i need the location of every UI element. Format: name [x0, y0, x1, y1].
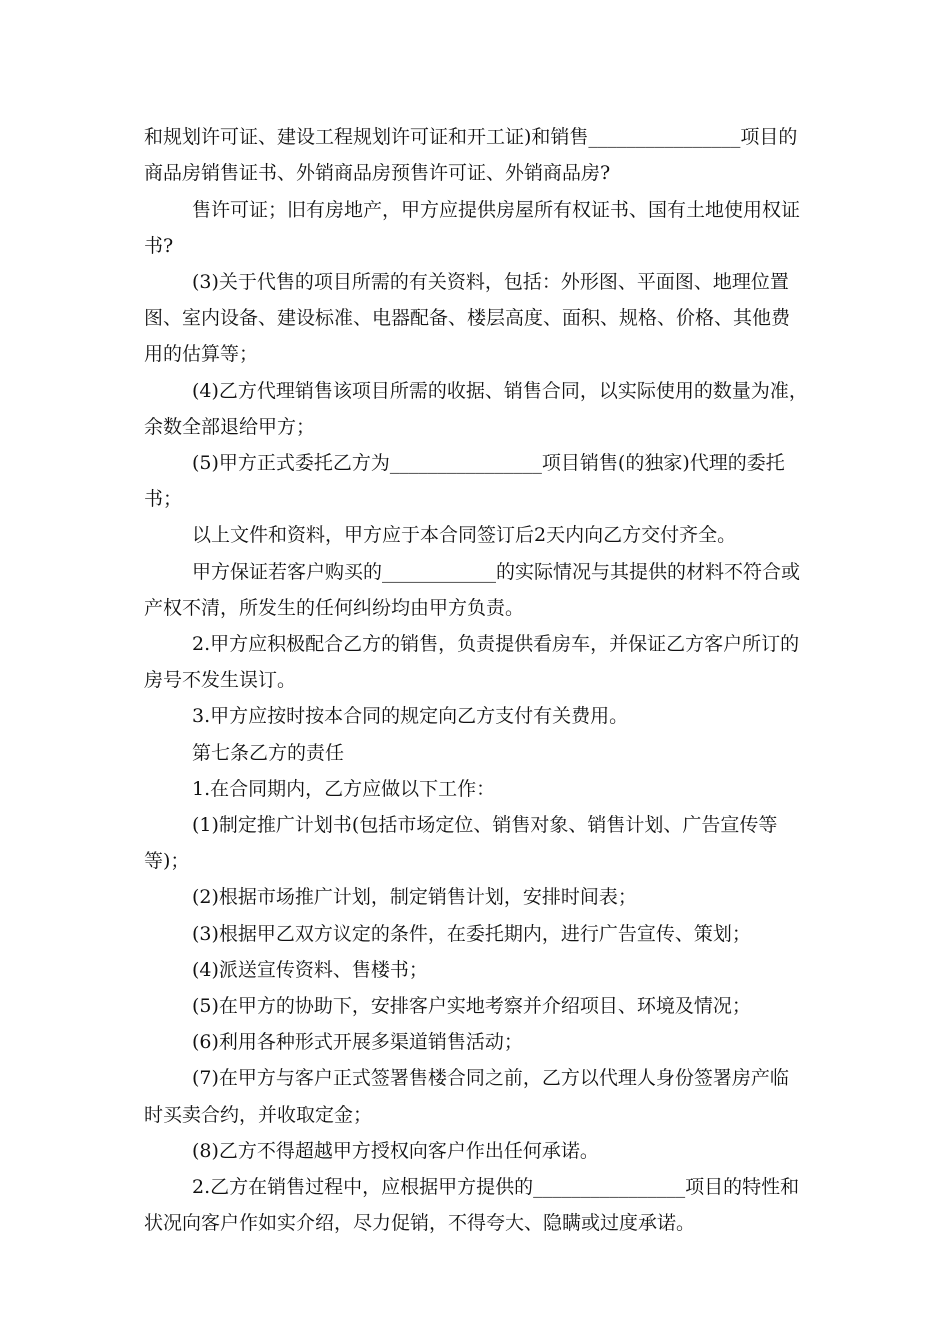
text-line: (3)根据甲乙双方议定的条件，在委托期内，进行广告宣传、策划； — [192, 923, 751, 945]
text-line: (4)乙方代理销售该项目所需的收据、销售合同，以实际使用的数量为准， — [192, 380, 808, 402]
text-line: 2.乙方在销售过程中，应根据甲方提供的________________项目的特性和 — [192, 1176, 800, 1198]
text-line: 图、室内设备、建设标准、电器配备、楼层高度、面积、规格、价格、其他费 — [144, 307, 791, 329]
text-line: (6)利用各种形式开展多渠道销售活动； — [192, 1031, 523, 1053]
text-line: 等)； — [144, 850, 190, 872]
text-line: 时买卖合约，并收取定金； — [144, 1104, 373, 1126]
text-line: 房号不发生误订。 — [144, 669, 297, 691]
text-line: 书； — [144, 488, 183, 510]
text-line: (8)乙方不得超越甲方授权向客户作出任何承诺。 — [192, 1140, 599, 1162]
text-line: 和规划许可证、建设工程规划许可证和开工证)和销售________________项目的 — [144, 126, 798, 148]
text-line: 产权不清，所发生的任何纠纷均由甲方负责。 — [144, 597, 525, 619]
text-line: 书? — [144, 235, 174, 257]
text-line: (2)根据市场推广计划，制定销售计划，安排时间表； — [192, 886, 637, 908]
text-line: (4)派送宣传资料、售楼书； — [192, 959, 428, 981]
text-line: (7)在甲方与客户正式签署售楼合同之前，乙方以代理人身份签署房产临 — [192, 1067, 789, 1089]
text-line: 余数全部退给甲方； — [144, 416, 316, 438]
text-line: 以上文件和资料，甲方应于本合同签订后2天内向乙方交付齐全。 — [192, 524, 737, 546]
text-line: (3)关于代售的项目所需的有关资料，包括：外形图、平面图、地理位置 — [192, 271, 789, 293]
text-line: 2.甲方应积极配合乙方的销售，负责提供看房车，并保证乙方客户所订的 — [192, 633, 800, 655]
text-line: (5)在甲方的协助下，安排客户实地考察并介绍项目、环境及情况； — [192, 995, 751, 1017]
text-line: (5)甲方正式委托乙方为________________项目销售(的独家)代理的委托 — [192, 452, 785, 474]
text-line: 3.甲方应按时按本合同的规定向乙方支付有关费用。 — [192, 705, 629, 727]
section-heading: 第七条乙方的责任 — [192, 742, 345, 764]
text-line: 甲方保证若客户购买的____________的实际情况与其提供的材料不符合或 — [192, 561, 801, 583]
text-line: (1)制定推广计划书(包括市场定位、销售对象、销售计划、广告宣传等 — [192, 814, 778, 836]
text-line: 1.在合同期内，乙方应做以下工作： — [192, 778, 496, 800]
text-line: 用的估算等； — [144, 343, 259, 365]
text-line: 售许可证；旧有房地产，甲方应提供房屋所有权证书、国有土地使用权证 — [192, 199, 801, 221]
text-line: 商品房销售证书、外销商品房预售许可证、外销商品房? — [144, 162, 611, 184]
text-line: 状况向客户作如实介绍，尽力促销，不得夸大、隐瞒或过度承诺。 — [144, 1212, 696, 1234]
